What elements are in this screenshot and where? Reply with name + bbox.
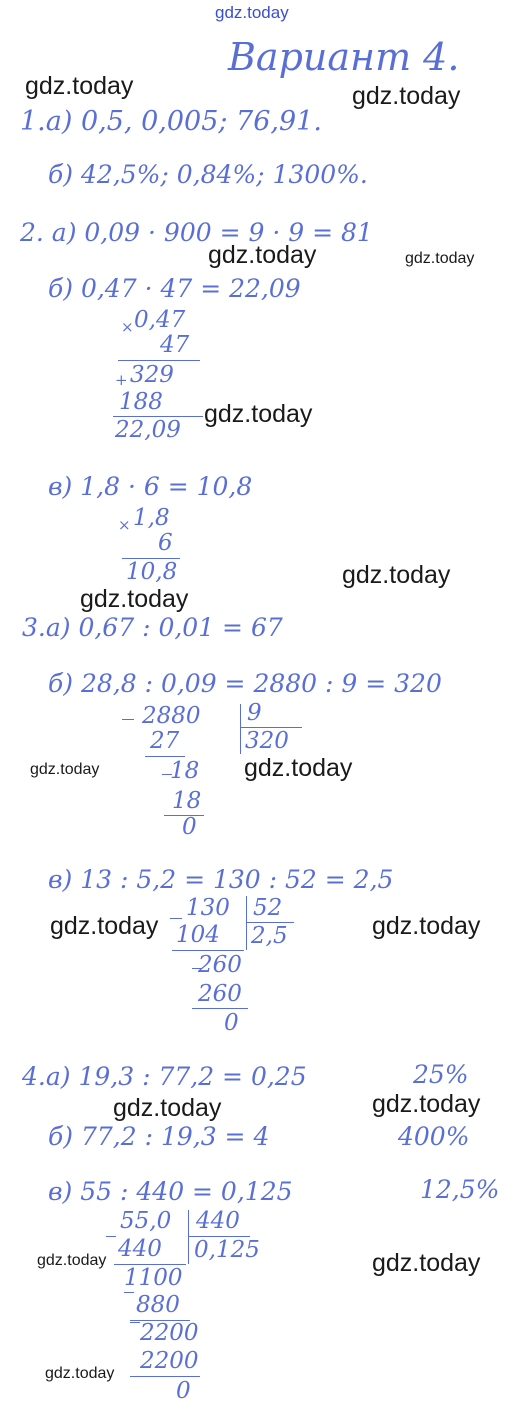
task4-b-percent: 400% [398, 1122, 470, 1151]
task4-v-work-line: 2200 [140, 1320, 199, 1346]
watermark: gdz.today [372, 912, 481, 940]
plus-sign: + [115, 371, 128, 389]
watermark: gdz.today [372, 1090, 481, 1118]
task4-v-work-line: 2200 [140, 1348, 199, 1374]
division-bar [246, 896, 247, 950]
watermark: gdz.today [372, 1249, 481, 1277]
task3-b-work-line: 18 [170, 758, 200, 784]
task4-v-divisor: 440 [196, 1208, 240, 1234]
work-rule [172, 950, 244, 951]
task2-b-work-line: 0,47 [134, 307, 186, 333]
task4-v-work-line: 440 [118, 1236, 162, 1262]
task4-v-work-line: 0 [176, 1378, 191, 1404]
task1-b: б) 42,5%; 0,84%; 1300%. [48, 160, 368, 189]
task3-v-work-line: 104 [176, 922, 220, 948]
task2-v-work-line: 6 [158, 530, 173, 556]
task3-v-dividend: 130 [186, 895, 230, 921]
task3-b-quotient: 320 [245, 728, 289, 754]
task2-a: 2. а) 0,09 · 900 = 9 · 9 = 81 [20, 218, 373, 247]
task2-b-work-line: 47 [160, 332, 190, 358]
top-watermark: gdz.today [215, 3, 289, 22]
task4-v-percent: 12,5% [420, 1175, 500, 1204]
work-rule [192, 1008, 248, 1009]
task4-v-work-line: 1100 [124, 1265, 183, 1291]
task4-b: б) 77,2 : 19,3 = 4 [48, 1122, 270, 1151]
task3-b-work-line: 0 [182, 814, 197, 840]
task1-a: 1.а) 0,5, 0,005; 76,91. [20, 106, 322, 137]
watermark: gdz.today [342, 561, 451, 589]
watermark: gdz.today [244, 754, 353, 782]
task3-v: в) 13 : 5,2 = 130 : 52 = 2,5 [48, 865, 394, 894]
task3-b-divisor: 9 [247, 700, 262, 726]
work-rule [192, 968, 202, 969]
task2-v-work-line: 1,8 [133, 505, 170, 531]
division-bar [188, 1210, 189, 1264]
work-rule [170, 918, 182, 919]
work-rule [106, 1236, 116, 1237]
task4-v-dividend: 55,0 [120, 1208, 172, 1234]
watermark: gdz.today [204, 400, 313, 428]
task4-a-percent: 25% [413, 1060, 469, 1089]
task3-v-work-line: 260 [198, 981, 242, 1007]
task3-a: 3.а) 0,67 : 0,01 = 67 [22, 613, 283, 642]
task3-b-work-line: 27 [150, 728, 180, 754]
watermark: gdz.today [352, 82, 461, 110]
watermark: gdz.today [30, 761, 100, 778]
watermark: gdz.today [405, 250, 475, 267]
task2-v: в) 1,8 · 6 = 10,8 [48, 472, 253, 501]
division-bar [240, 704, 241, 754]
task3-b-dividend: 2880 [142, 703, 201, 729]
task4-a: 4.а) 19,3 : 77,2 = 0,25 [22, 1062, 307, 1091]
variant-title: Вариант 4. [228, 35, 460, 79]
task4-v: в) 55 : 440 = 0,125 [48, 1177, 293, 1206]
task4-v-work-line: 880 [136, 1292, 180, 1318]
work-rule [130, 1376, 200, 1377]
work-rule [118, 360, 200, 361]
work-rule [124, 1292, 134, 1293]
task3-b: б) 28,8 : 0,09 = 2880 : 9 = 320 [48, 669, 442, 698]
multiplication-sign: × [118, 516, 131, 534]
task3-b-work-line: 18 [172, 788, 202, 814]
watermark: gdz.today [45, 1365, 115, 1382]
work-rule [130, 1322, 140, 1323]
watermark: gdz.today [113, 1094, 222, 1122]
watermark: gdz.today [50, 912, 159, 940]
task2-b-work-line: 188 [119, 389, 163, 415]
work-rule [162, 774, 172, 775]
task3-v-work-line: 0 [224, 1010, 239, 1036]
work-rule [145, 756, 185, 757]
task3-v-work-line: 260 [198, 952, 242, 978]
watermark: gdz.today [208, 241, 317, 269]
task2-b: б) 0,47 · 47 = 22,09 [48, 274, 301, 303]
task2-b-work-line: 22,09 [115, 417, 181, 443]
watermark: gdz.today [37, 1252, 107, 1269]
task3-v-quotient: 2,5 [251, 923, 288, 949]
task2-v-work-line: 10,8 [126, 559, 178, 585]
task4-v-quotient: 0,125 [194, 1237, 260, 1263]
task3-v-divisor: 52 [253, 895, 283, 921]
work-rule [122, 719, 134, 720]
watermark: gdz.today [80, 585, 189, 613]
multiplication-sign: × [121, 318, 134, 336]
task2-b-work-line: 329 [130, 362, 174, 388]
watermark: gdz.today [25, 72, 134, 100]
